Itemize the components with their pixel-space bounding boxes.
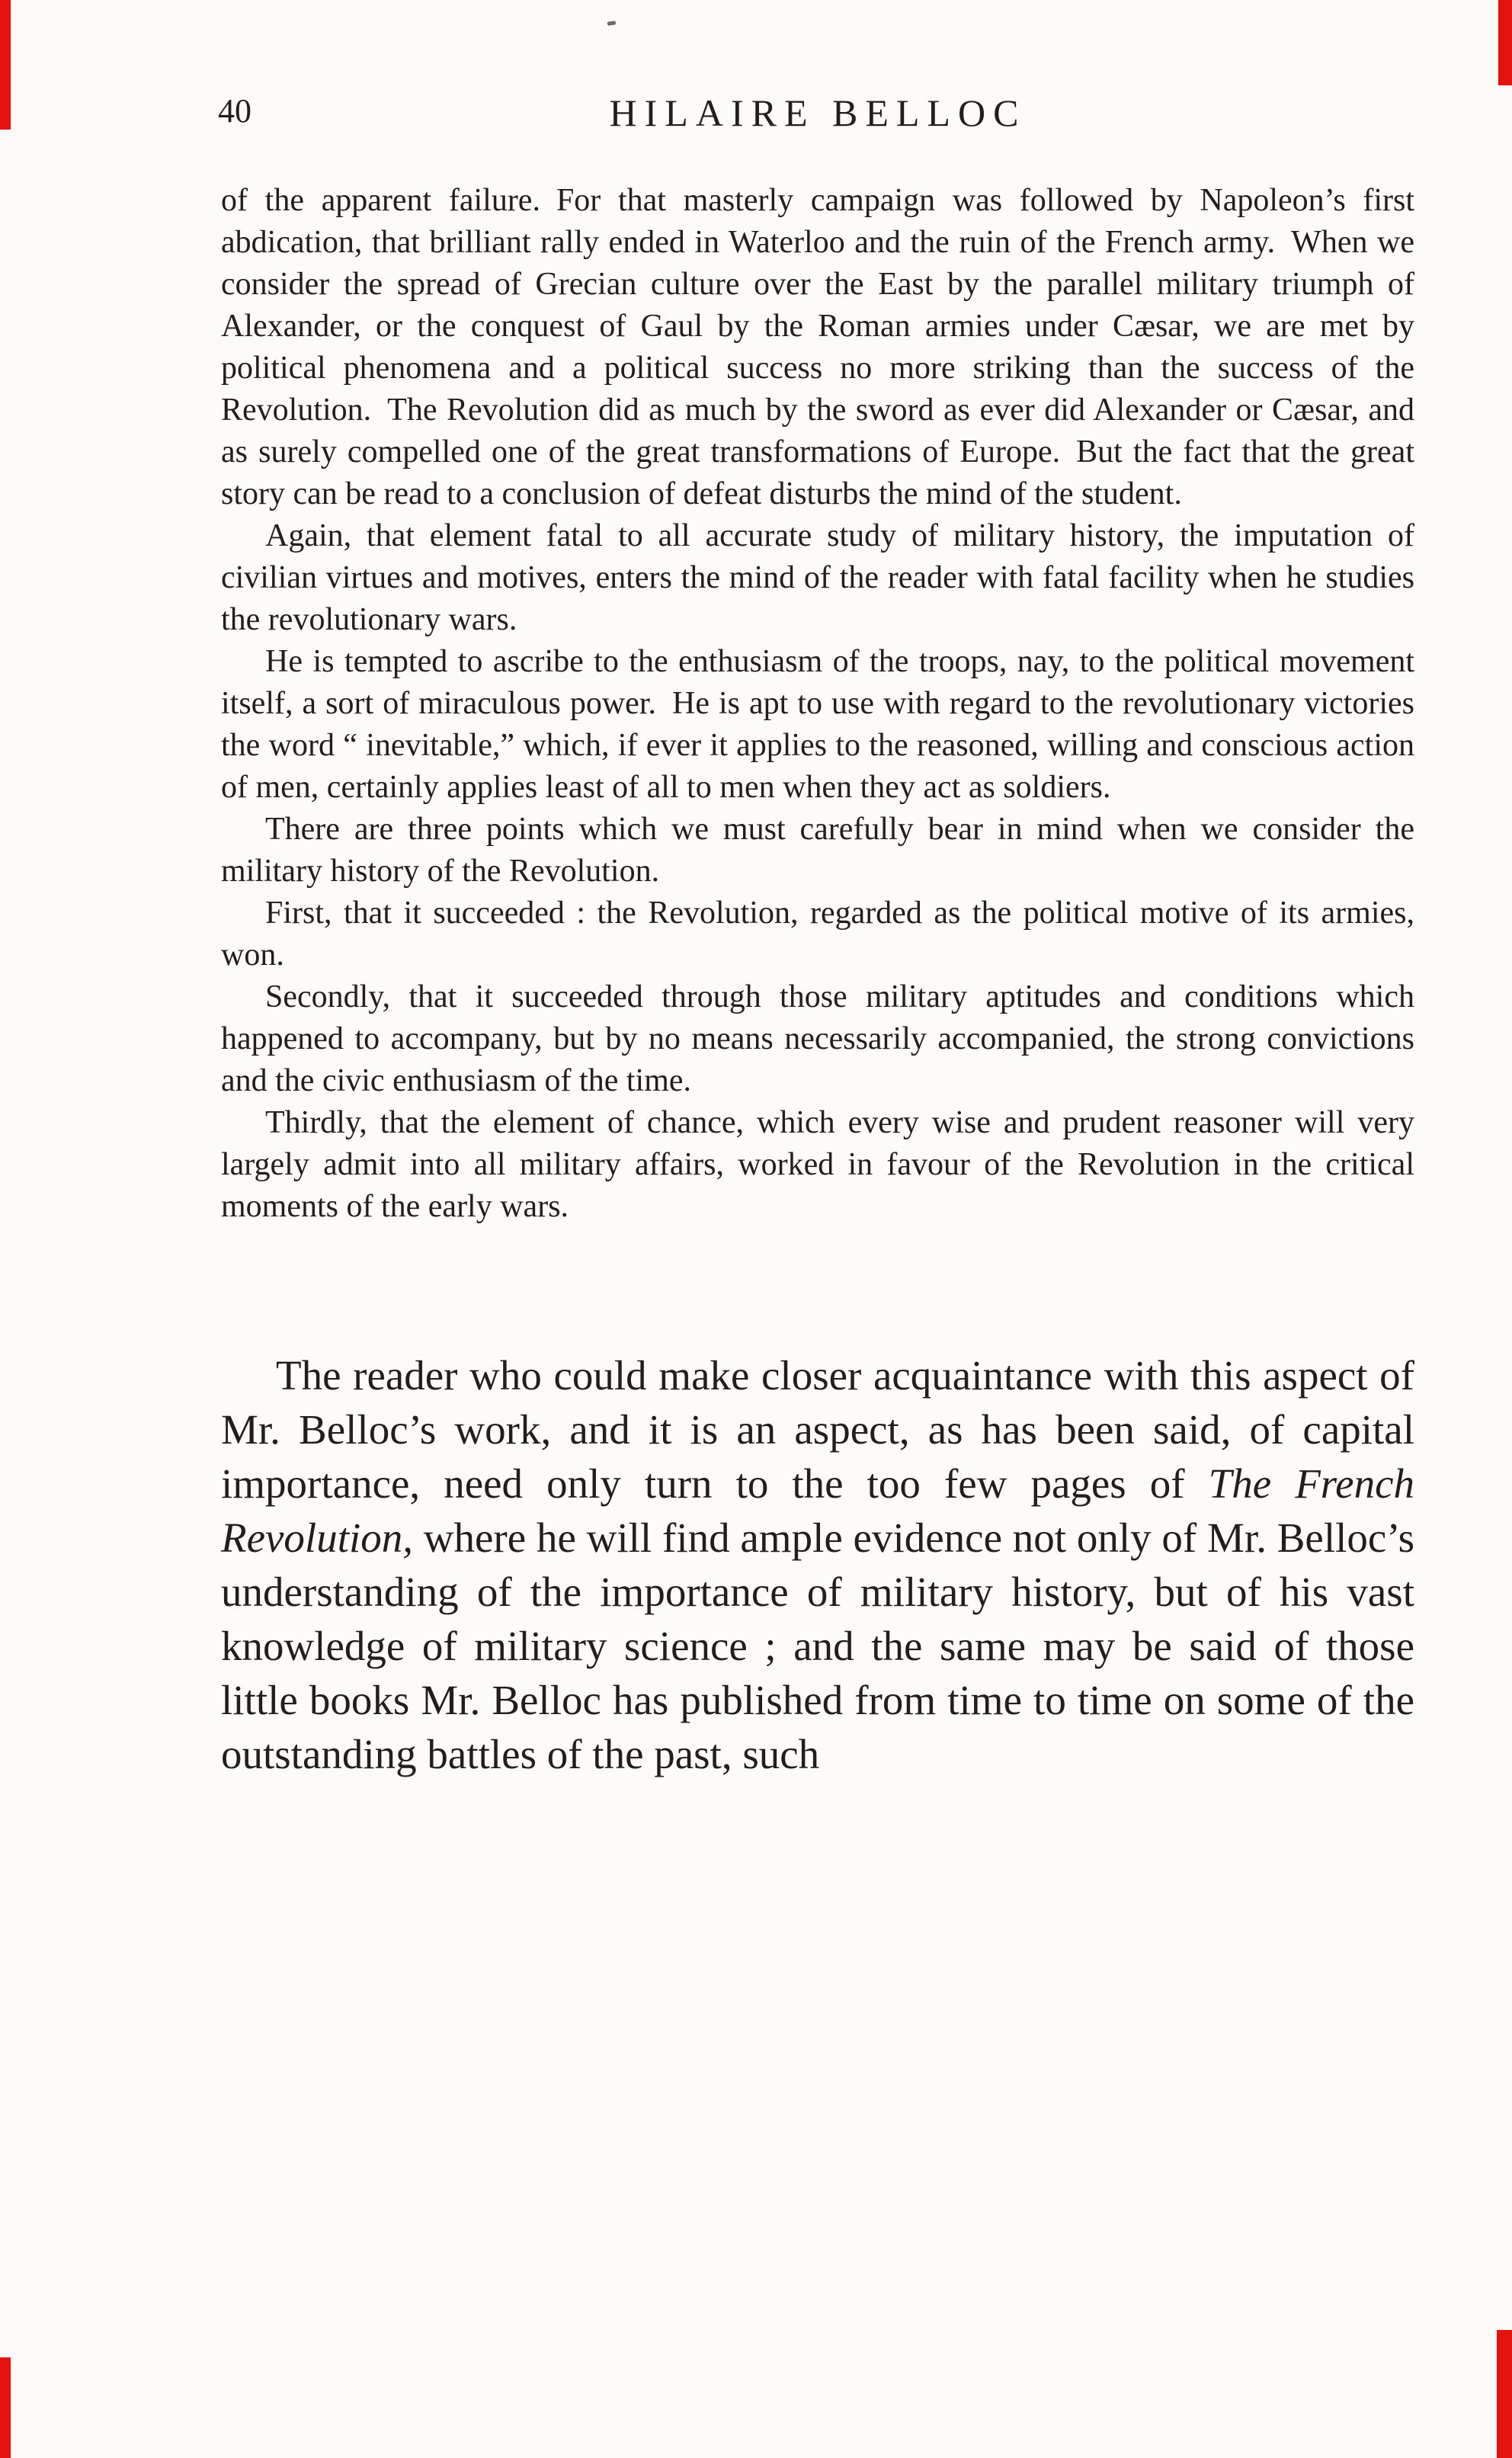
paragraph: He is tempted to ascribe to the enthusiasm of the troops, nay, to the political movement itself, a sort of miraculous power. He is apt to use with regard to the revolutionary victories the word “ inevitable,” which, if ever it applies to the reasoned, willing and conscious action of men, certainly applies least of all to men when they act as soldiers. xyxy=(221,644,1414,805)
book-edge-bottom-right xyxy=(1497,2330,1512,2458)
quoted-passage xyxy=(221,180,1414,1228)
running-title: HILAIRE BELLOC xyxy=(609,91,1027,134)
book-edge-top-left xyxy=(0,0,11,130)
text-segment: The reader who could make closer acquaintance with this aspect of Mr. Belloc’s work, and it is an aspect, as has been said, of capital importance, need only turn to the too few pages of xyxy=(221,1352,1414,1507)
paragraph: Thirdly, that the element of chance, which every wise and prudent reasoner will very largely admit into all military affairs, worked in favour of the Revolution in the critical moments of the early wars. xyxy=(221,1105,1414,1224)
paragraph xyxy=(221,1348,1414,1781)
page-header xyxy=(218,85,1414,140)
book-edge-bottom-left xyxy=(0,2357,11,2458)
page-content xyxy=(218,85,1414,1781)
paragraph: There are three points which we must carefully bear in mind when we consider the military history of the Revolution. xyxy=(221,812,1414,889)
page-number: 40 xyxy=(218,92,251,130)
print-speck xyxy=(607,21,617,25)
paragraph: Again, that element fatal to all accurate study of military history, the imputation of civilian virtues and motives, enters the mind of the reader with fatal facility when he studies the revolutionary wars. xyxy=(221,518,1414,637)
paragraph: Secondly, that it succeeded through those military aptitudes and conditions which happened to accompany, but by no means necessarily accompanied, the strong convictions and the civic enthusiasm of the time. xyxy=(221,979,1414,1098)
text-segment: where he will find ample evidence not only of Mr. Belloc’s understanding of the importance of military history, but of his vast knowledge of military science ; and the same may be said of those little books Mr. Belloc has published from time to time on some of the outstanding battles of the past, such xyxy=(221,1514,1414,1777)
book-title-italic: The French Revolution, xyxy=(221,1460,1414,1561)
commentary-block xyxy=(221,1348,1414,1781)
paragraph: First, that it succeeded : the Revolution, regarded as the political motive of its armies, won. xyxy=(221,896,1414,973)
paragraph: of the apparent failure. For that masterly campaign was followed by Napoleon’s first abdication, that brilliant rally ended in Waterloo and the ruin of the French army. When we consider the spread of Grecian culture over the East by the parallel military triumph of Alexander, or the conquest of Gaul by the Roman armies under Cæsar, we are met by political phenomena and a political success no more striking than the success of the Revolution. The Revolution did as much by the sword as ever did Alexander or Cæsar, and as surely compelled one of the great transformations of Europe. But the fact that the great story can be read to a conclusion of defeat disturbs the mind of the student. xyxy=(221,183,1414,511)
book-edge-top-right xyxy=(1498,0,1512,85)
